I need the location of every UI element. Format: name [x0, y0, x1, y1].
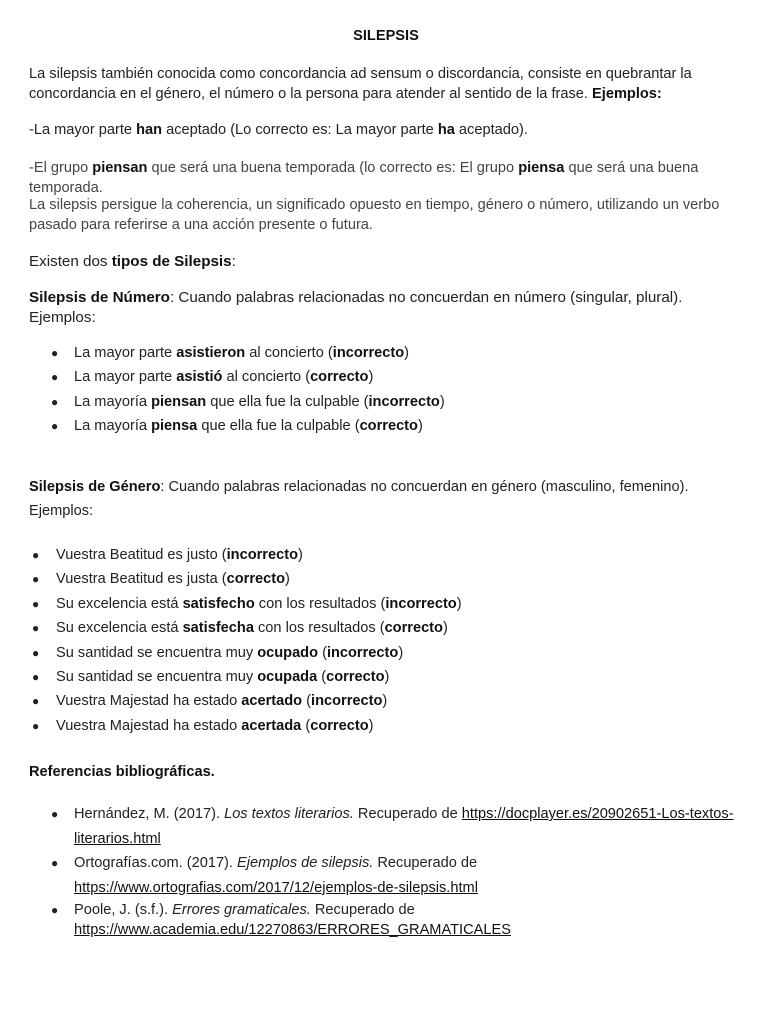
text-run: ): [384, 668, 390, 685]
list-item: [29, 416, 743, 440]
text-run: (: [302, 693, 312, 710]
bold-run: correcto: [310, 717, 369, 734]
reference-item: [29, 802, 743, 851]
bullet-icon: ●: [51, 346, 59, 360]
list-item: [29, 716, 743, 740]
text-run: que será una buena temporada.: [29, 160, 699, 196]
bold-run: asistieron: [176, 345, 246, 361]
types-paragraph: [29, 252, 743, 272]
reference-link[interactable]: https://www.ortografias.com/2017/12/ejemplos-de-silepsis.html: [74, 879, 478, 896]
genero-heading: Silepsis de Género: [29, 479, 161, 495]
reference-title: Ejemplos de silepsis.: [237, 855, 374, 871]
text-run: Su santidad se encuentra muy: [56, 668, 258, 685]
text-run: ): [382, 693, 388, 710]
text-run: ): [298, 547, 303, 563]
bold-run: ha: [437, 122, 455, 138]
bold-run: piensa: [518, 160, 565, 176]
reference-link[interactable]: https://docplayer.es/20902651-Los-textos-literarios.html: [74, 806, 734, 847]
bullet-icon: ●: [32, 669, 40, 684]
text-run: Recuperado de: [373, 855, 478, 871]
bold-run: incorrecto: [385, 595, 457, 612]
bold-run: piensa: [151, 418, 198, 435]
genero-ejemplos-label: Ejemplos:: [29, 503, 94, 519]
intro-ejemplos-label: Ejemplos:: [592, 86, 662, 102]
bold-run: acertado: [241, 693, 303, 710]
text-run: Su excelencia está: [56, 595, 183, 612]
text-run: que ella fue la culpable (: [206, 393, 369, 410]
bullet-icon: ●: [32, 621, 40, 636]
text-run: con los resultados (: [254, 595, 386, 612]
text-run: Existen dos: [29, 253, 112, 270]
bold-run: correcto: [310, 369, 369, 386]
text-run: al concierto (: [222, 369, 311, 386]
bullet-icon: ●: [51, 419, 59, 434]
reference-author: Ortografías.com. (2017).: [74, 855, 238, 871]
references-heading: [29, 762, 743, 782]
text-run: Vuestra Majestad ha estado: [56, 717, 242, 734]
numero-definition: [29, 288, 743, 328]
bullet-icon: ●: [32, 645, 40, 660]
list-item: [29, 367, 743, 391]
list-item: [29, 643, 743, 667]
text-run: :: [231, 253, 236, 270]
text-run: ): [368, 369, 374, 386]
list-item: [29, 667, 743, 691]
numero-heading: Silepsis de Número: [29, 289, 170, 306]
text-run: que será una buena temporada (lo correcto es: El grupo: [147, 160, 519, 176]
bold-run: tipos de Silepsis: [111, 253, 232, 270]
bullet-icon: ●: [32, 718, 40, 733]
text-run: que ella fue la culpable (: [197, 418, 360, 435]
bullet-icon: ●: [32, 694, 40, 709]
text-run: (: [301, 717, 311, 734]
reference-author: Hernández, M. (2017).: [74, 806, 225, 822]
bold-run: acertada: [241, 717, 302, 734]
bold-run: satisfecho: [182, 595, 255, 612]
bold-run: piensan: [151, 393, 207, 410]
bullet-icon: ●: [51, 370, 59, 385]
text-run: -El grupo: [29, 160, 93, 176]
text-run: ): [439, 393, 445, 410]
bold-run: incorrecto: [226, 547, 298, 563]
text-run: (: [318, 644, 327, 661]
intro-paragraph: [29, 64, 743, 104]
genero-description: : Cuando palabras relacionadas no concuerdan en género (masculino, femenino).: [160, 479, 689, 495]
bold-run: correcto: [359, 418, 418, 435]
text-run: Vuestra Beatitud es justa (: [56, 571, 227, 588]
reference-link[interactable]: https://www.academia.edu/12270863/ERRORES_GRAMATICALES: [74, 922, 511, 938]
text-run: La mayor parte: [74, 345, 177, 361]
bold-run: ocupado: [257, 644, 319, 661]
text-run: -La mayor parte: [29, 122, 137, 138]
bold-run: piensan: [92, 160, 148, 176]
page-title: SILEPSIS: [353, 28, 419, 44]
bold-run: incorrecto: [326, 644, 399, 661]
text-run: ): [404, 345, 410, 361]
text-run: La mayoría: [74, 393, 152, 410]
text-run: La mayor parte: [74, 369, 177, 386]
genero-examples-list: [29, 545, 743, 740]
bold-run: correcto: [384, 620, 443, 637]
bullet-icon: ●: [51, 903, 59, 917]
text-run: al concierto (: [245, 345, 333, 361]
bold-run: han: [136, 122, 163, 138]
bullet-icon: ●: [32, 548, 40, 562]
reference-title: Errores gramaticales.: [172, 902, 311, 918]
text-run: Recuperado de: [353, 806, 462, 822]
list-item: [29, 343, 743, 367]
reference-item: [29, 900, 743, 940]
bullet-icon: ●: [32, 572, 40, 587]
bold-run: incorrecto: [368, 393, 440, 410]
text-run: La mayoría: [74, 418, 152, 435]
reference-author: Poole, J. (s.f.).: [74, 902, 173, 918]
bullet-icon: ●: [51, 807, 59, 821]
text-run: ): [456, 595, 462, 612]
list-item: [29, 392, 743, 416]
bullet-icon: ●: [51, 856, 59, 870]
bold-run: incorrecto: [332, 345, 405, 361]
text-run: Recuperado de: [310, 902, 415, 918]
text-run: ): [368, 717, 374, 734]
coherence-paragraph: La silepsis persigue la coherencia, un significado opuesto en tiempo, género o número, utilizando un verbo pasado para referirse a una acción presente o futura.: [29, 197, 720, 233]
bold-run: ocupada: [257, 668, 318, 685]
text-run: ): [285, 571, 290, 588]
list-item: [29, 618, 743, 642]
intro-text: La silepsis también conocida como concordancia ad sensum o discordancia, consiste en quebrantar la concordancia en el género, el número o la persona para atender al sentido de la frase.: [29, 66, 692, 102]
bold-run: correcto: [326, 668, 385, 685]
bold-run: incorrecto: [311, 693, 383, 710]
list-item: [29, 569, 743, 593]
text-run: aceptado).: [454, 122, 528, 138]
bold-run: correcto: [226, 571, 286, 588]
text-run: aceptado (Lo correcto es: La mayor parte: [162, 122, 438, 138]
numero-description: : Cuando palabras relacionadas no concuerdan en número (singular, plural). Ejemplos:: [29, 289, 683, 326]
numero-examples-list: [29, 343, 743, 441]
bullet-icon: ●: [32, 596, 40, 611]
list-item: [29, 594, 743, 618]
list-item: [29, 691, 743, 715]
example-paragraph-1: [29, 120, 743, 140]
text-run: con los resultados (: [253, 620, 385, 637]
text-run: Vuestra Beatitud es justo (: [56, 547, 227, 563]
bold-run: satisfecha: [182, 620, 254, 637]
genero-definition: [29, 477, 743, 497]
text-run: Su excelencia está: [56, 620, 183, 637]
text-run: ): [398, 644, 404, 661]
list-item: [29, 545, 743, 569]
bold-run: asistió: [176, 369, 223, 386]
references-list: [29, 802, 743, 940]
text-run: ): [417, 418, 423, 435]
reference-title: Los textos literarios.: [224, 806, 354, 822]
text-run: ): [442, 620, 448, 637]
reference-item: [29, 851, 743, 900]
text-run: Vuestra Majestad ha estado: [56, 693, 242, 710]
text-run: Su santidad se encuentra muy: [56, 644, 258, 661]
text-run: (: [317, 668, 327, 685]
bullet-icon: ●: [51, 394, 59, 409]
example-paragraph-2: [29, 158, 743, 198]
bold-run: Referencias bibliográficas.: [29, 764, 215, 780]
